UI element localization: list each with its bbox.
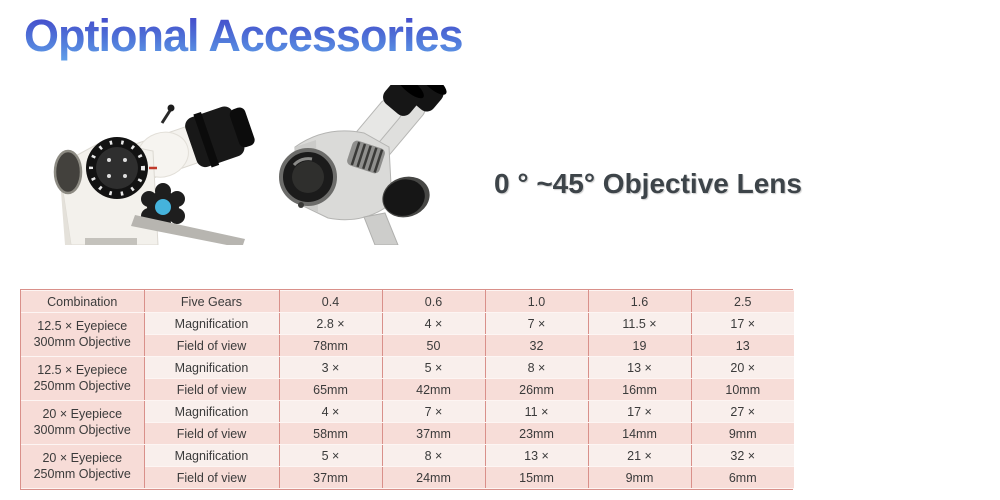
- value-cell: 32: [485, 335, 588, 357]
- value-cell: 9mm: [691, 423, 794, 445]
- header-combination: Combination: [21, 291, 144, 313]
- combination-line: 12.5 × Eyepiece: [37, 362, 128, 377]
- value-cell: 50: [382, 335, 485, 357]
- value-cell: 5 ×: [279, 445, 382, 467]
- mounting-post: [364, 213, 398, 245]
- value-cell: 3 ×: [279, 357, 382, 379]
- value-cell: 23mm: [485, 423, 588, 445]
- value-cell: 17 ×: [588, 401, 691, 423]
- combination-line: 20 × Eyepiece: [42, 450, 123, 465]
- value-cell: 15mm: [485, 467, 588, 489]
- combination-line: 300mm Objective: [33, 422, 131, 437]
- combination-line: 12.5 × Eyepiece: [37, 318, 128, 333]
- value-cell: 58mm: [279, 423, 382, 445]
- combination-line: 250mm Objective: [33, 466, 131, 481]
- value-cell: 37mm: [382, 423, 485, 445]
- row-label: Field of view: [144, 467, 279, 489]
- value-cell: 7 ×: [382, 401, 485, 423]
- row-label: Field of view: [144, 335, 279, 357]
- header-gear-2.5: 2.5: [691, 291, 794, 313]
- value-cell: 20 ×: [691, 357, 794, 379]
- value-cell: 9mm: [588, 467, 691, 489]
- header-five-gears: Five Gears: [144, 291, 279, 313]
- value-cell: 17 ×: [691, 313, 794, 335]
- value-cell: 13 ×: [588, 357, 691, 379]
- header-gear-1.0: 1.0: [485, 291, 588, 313]
- value-cell: 16mm: [588, 379, 691, 401]
- combination-cell: [21, 445, 144, 489]
- value-cell: 5 ×: [382, 357, 485, 379]
- row-label: Magnification: [144, 313, 279, 335]
- value-cell: 32 ×: [691, 445, 794, 467]
- adjust-pin-icon: [162, 105, 175, 124]
- value-cell: 14mm: [588, 423, 691, 445]
- value-cell: 11 ×: [485, 401, 588, 423]
- binocular-head-photo: [268, 85, 453, 245]
- value-cell: 42mm: [382, 379, 485, 401]
- table-row: [21, 313, 794, 335]
- combination-line: 250mm Objective: [33, 378, 131, 393]
- value-cell: 37mm: [279, 467, 382, 489]
- row-label: Field of view: [144, 379, 279, 401]
- value-cell: 21 ×: [588, 445, 691, 467]
- spec-table: [21, 290, 794, 489]
- value-cell: 11.5 ×: [588, 313, 691, 335]
- table-row: [21, 357, 794, 379]
- value-cell: 8 ×: [382, 445, 485, 467]
- value-cell: 4 ×: [279, 401, 382, 423]
- combination-cell: [21, 357, 144, 401]
- header-gear-0.4: 0.4: [279, 291, 382, 313]
- combination-cell: [21, 401, 144, 445]
- value-cell: 65mm: [279, 379, 382, 401]
- spec-table-wrapper: [20, 289, 793, 490]
- row-label: Magnification: [144, 445, 279, 467]
- value-cell: 78mm: [279, 335, 382, 357]
- side-lens-icon: [55, 151, 81, 193]
- value-cell: 10mm: [691, 379, 794, 401]
- value-cell: 4 ×: [382, 313, 485, 335]
- combination-cell: [21, 313, 144, 357]
- page-title: Optional Accessories: [24, 10, 463, 61]
- objective-lens-icon: [281, 150, 335, 204]
- row-label: Magnification: [144, 357, 279, 379]
- value-cell: 19: [588, 335, 691, 357]
- row-label: Magnification: [144, 401, 279, 423]
- value-cell: 2.8 ×: [279, 313, 382, 335]
- value-cell: 13: [691, 335, 794, 357]
- combination-line: 300mm Objective: [33, 334, 131, 349]
- value-cell: 26mm: [485, 379, 588, 401]
- table-header-row: [21, 291, 794, 313]
- value-cell: 24mm: [382, 467, 485, 489]
- combination-line: 20 × Eyepiece: [42, 406, 123, 421]
- table-row: [21, 445, 794, 467]
- value-cell: 8 ×: [485, 357, 588, 379]
- subtitle-text: 0 ° ~45° Objective Lens: [494, 168, 802, 199]
- value-cell: 27 ×: [691, 401, 794, 423]
- row-label: Field of view: [144, 423, 279, 445]
- table-row: [21, 401, 794, 423]
- monocular-objective-photo: [45, 95, 260, 245]
- value-cell: 7 ×: [485, 313, 588, 335]
- value-cell: 13 ×: [485, 445, 588, 467]
- header-gear-1.6: 1.6: [588, 291, 691, 313]
- value-cell: 6mm: [691, 467, 794, 489]
- header-gear-0.6: 0.6: [382, 291, 485, 313]
